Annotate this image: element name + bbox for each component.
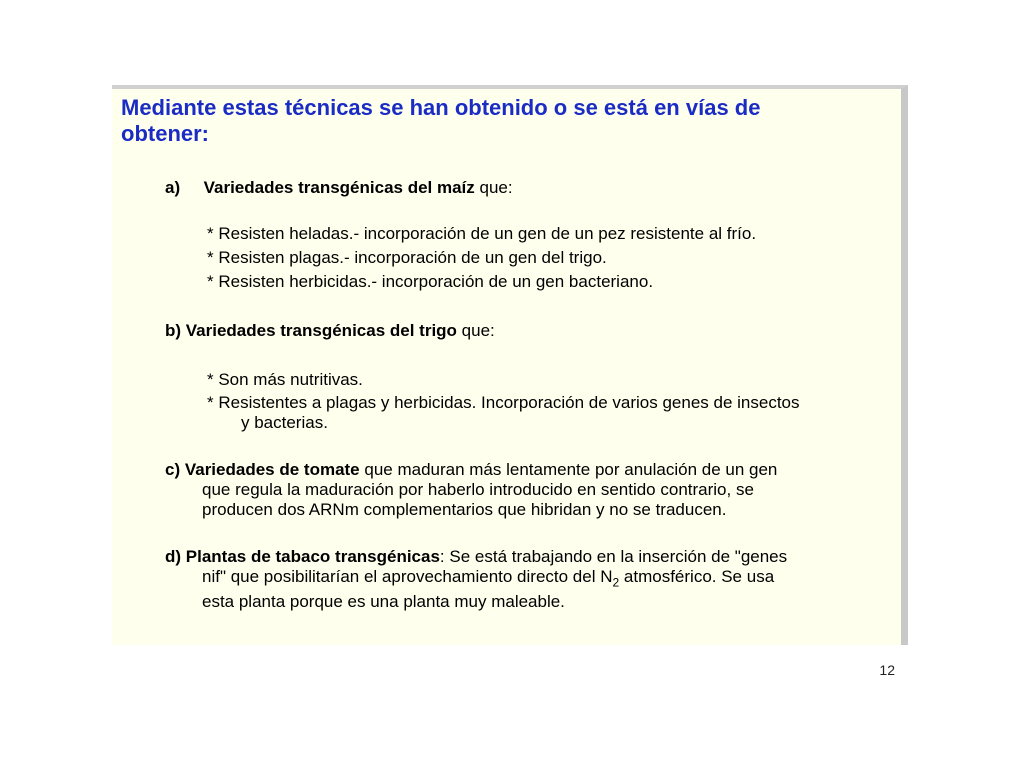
item-d-line-2-post: atmosférico. Se usa (619, 567, 775, 586)
item-b-bullet-2-line-2: y bacterias. (241, 413, 328, 432)
item-a-bullet-1: * Resisten heladas.- incorporación de un gen de un pez resistente al frío. (207, 224, 757, 243)
item-a-bold: Variedades transgénicas del maíz (203, 178, 475, 197)
item-b (165, 321, 495, 341)
item-d-line-2 (165, 567, 900, 592)
item-c-line-3: producen dos ARNm complementarios que hibridan y no se traducen. (202, 500, 727, 519)
item-d-line-1-rest: : Se está trabajando en la inserción de "genes (439, 547, 788, 566)
page-number: 12 (879, 662, 895, 678)
item-b-rest: que: (456, 321, 495, 340)
item-c-bold: c) Variedades de tomate (165, 460, 360, 479)
item-b-bullet-2 (207, 393, 897, 433)
item-c (165, 460, 900, 520)
item-a-bullet-2: * Resisten plagas.- incorporación de un gen del trigo. (207, 248, 607, 267)
item-a (165, 178, 513, 198)
item-d-bold: d) Plantas de tabaco transgénicas (165, 547, 440, 566)
title-line-2: obtener: (121, 121, 209, 146)
slide-title (121, 95, 891, 147)
item-a-bullet-3: * Resisten herbicidas.- incorporación de un gen bacteriano. (207, 272, 654, 291)
item-a-marker: a) (165, 178, 181, 197)
item-d-line-3: esta planta porque es una planta muy maleable. (202, 592, 565, 612)
item-b-bullet-1: * Son más nutritivas. (207, 370, 363, 389)
item-d (165, 547, 900, 612)
item-c-line-2: que regula la maduración por haberlo introducido en sentido contrario, se (202, 480, 754, 499)
item-b-bold: b) Variedades transgénicas del trigo (165, 321, 457, 340)
item-a-rest: que: (474, 178, 513, 197)
title-line-1: Mediante estas técnicas se han obtenido o se está en vías de (121, 95, 761, 120)
item-c-line-1-rest: que maduran más lentamente por anulación de un gen (359, 460, 778, 479)
item-d-subscript: 2 (612, 575, 620, 590)
item-b-bullet-2-line-1: * Resistentes a plagas y herbicidas. Incorporación de varios genes de insectos (207, 393, 800, 412)
item-d-line-2-pre: nif" que posibilitarían el aprovechamiento directo del N (202, 567, 613, 586)
